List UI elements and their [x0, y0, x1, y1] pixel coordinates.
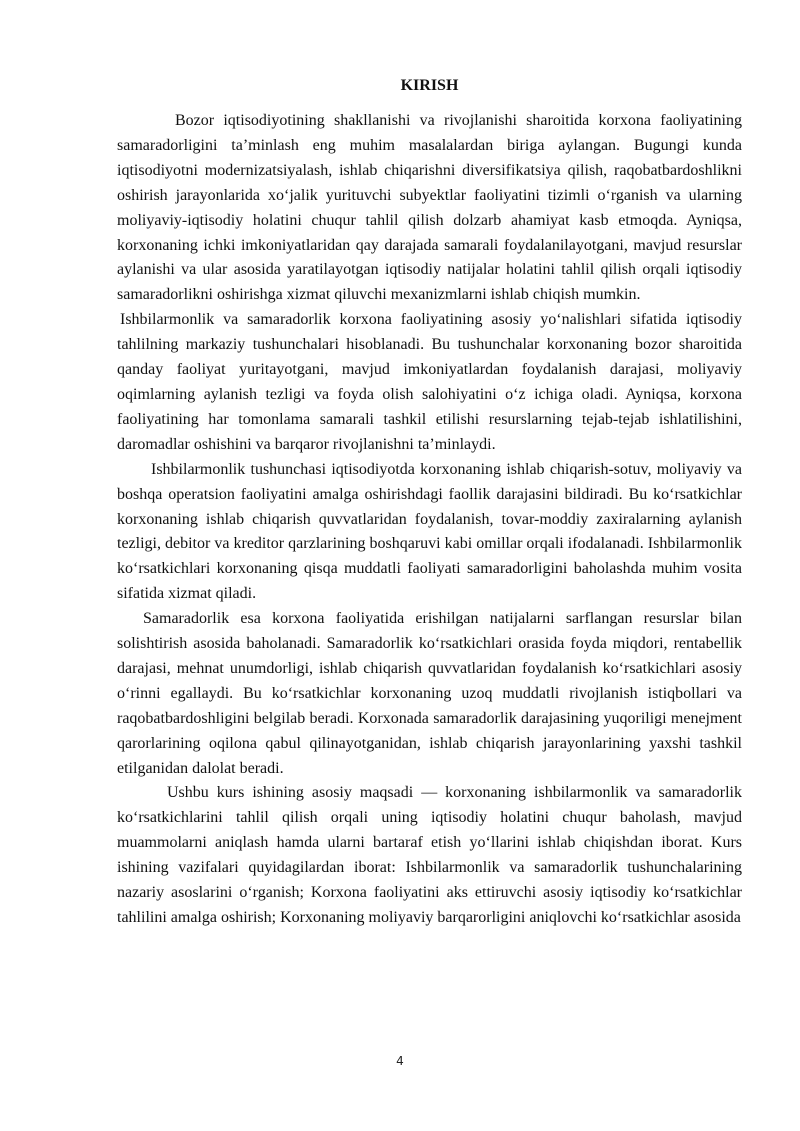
paragraph-5: Ushbu kurs ishining asosiy maqsadi — korxonaning ishbilarmonlik va samaradorlik ko‘rsatkichlarini tahlil qilish orqali uning iqtisodiy holatini chuqur baholash, mavjud muammolarni aniqlash hamda ularni bartaraf etish yo‘llarini ishlab chiqishdan iborat. Kurs ishining vazifalari quyidagilardan iborat: Ishbilarmonlik va samaradorlik tushunchalarining nazariy asoslarini o‘rganish; Korxona faoliyatini aks ettiruvchi asosiy iqtisodiy ko‘rsatkichlar tahlilini amalga oshirish; Korxonaning moliyaviy barqarorligini aniqlovchi ko‘rsatkichlar asosida — [117, 784, 742, 926]
document-page — [117, 70, 742, 931]
paragraph-3: Ishbilarmonlik tushunchasi iqtisodiyotda korxonaning ishlab chiqarish-sotuv, moliyaviy va boshqa operatsion faoliyatini amalga oshirishdagi faollik darajasini bildiradi. Bu ko‘rsatkichlar korxonaning ishlab chiqarish quvvatlaridan foydalanish, tovar-moddiy zaxiralarning aylanish tezligi, debitor va kreditor qarzlarining boshqaruvi kabi omillar orqali ifodalanadi. Ishbilarmonlik ko‘rsatkichlari korxonaning qisqa muddatli faoliyati samaradorligini baholashda muhim vosita sifatida xizmat qiladi. — [117, 460, 742, 603]
paragraph-4: Samaradorlik esa korxona faoliyatida erishilgan natijalarni sarflangan resurslar bilan solishtirish asosida baholanadi. Samaradorlik ko‘rsatkichlari orasida foyda miqdori, rentabellik darajasi, mehnat unumdorligi, ishlab chiqarish quvvatlaridan foydalanish ko‘rsatkichlari asosiy o‘rinni egallaydi. Bu ko‘rsatkichlar korxonaning uzoq muddatli rivojlanish istiqbollari va raqobatbardoshligini belgilab beradi. Korxonada samaradorlik darajasining yuqoriligi menejment qarorlarining oqilona qabul qilinayotganidan, ishlab chiqarish jarayonlarining yaxshi tashkil etilganidan dalolat beradi. — [117, 610, 742, 777]
paragraph-2: Ishbilarmonlik va samaradorlik korxona faoliyatining asosiy yo‘nalishlari sifatida iqtisodiy tahlilning markaziy tushunchalari hisoblanadi. Bu tushunchalar korxonaning bozor sharoitida qanday faoliyat yuritayotgani, mavjud imkoniyatlardan foydalanish darajasi, moliyaviy oqimlarning aylanish tezligi va foyda olish salohiyatini o‘z ichiga oladi. Ayniqsa, korxona faoliyatining har tomonlama samarali tashkil etilishi resurslarning tejab-tejab ishlatilishini, daromadlar oshishini va barqaror rivojlanishni ta’minlaydi. — [117, 311, 742, 453]
page-number: 4 — [396, 1054, 404, 1068]
paragraph-1: Bozor iqtisodiyotining shakllanishi va rivojlanishi sharoitida korxona faoliyatining samaradorligini ta’minlash eng muhim masalalardan biriga aylangan. Bugungi kunda iqtisodiyotni modernizatsiyalash, ishlab chiqarishni diversifikatsiya qilish, raqobatbardoshlikni oshirish jarayonlarida xo‘jalik yurituvchi subyektlar faoliyatini tizimli o‘rganish va ularning moliyaviy-iqtisodiy holatini chuqur tahlil qilish dolzarb ahamiyat kasb etmoqda. Ayniqsa, korxonaning ichki imkoniyatlaridan qay darajada samarali foydalanilayotgani, mavjud resurslar aylanishi va ular asosida yaratilayotgan iqtisodiy natijalar holatini tahlil qilish orqali iqtisodiy samaradorlikni oshirishga xizmat qiluvchi mexanizmlarni ishlab chiqish mumkin. — [117, 112, 742, 304]
page-title: KIRISH — [400, 77, 459, 94]
